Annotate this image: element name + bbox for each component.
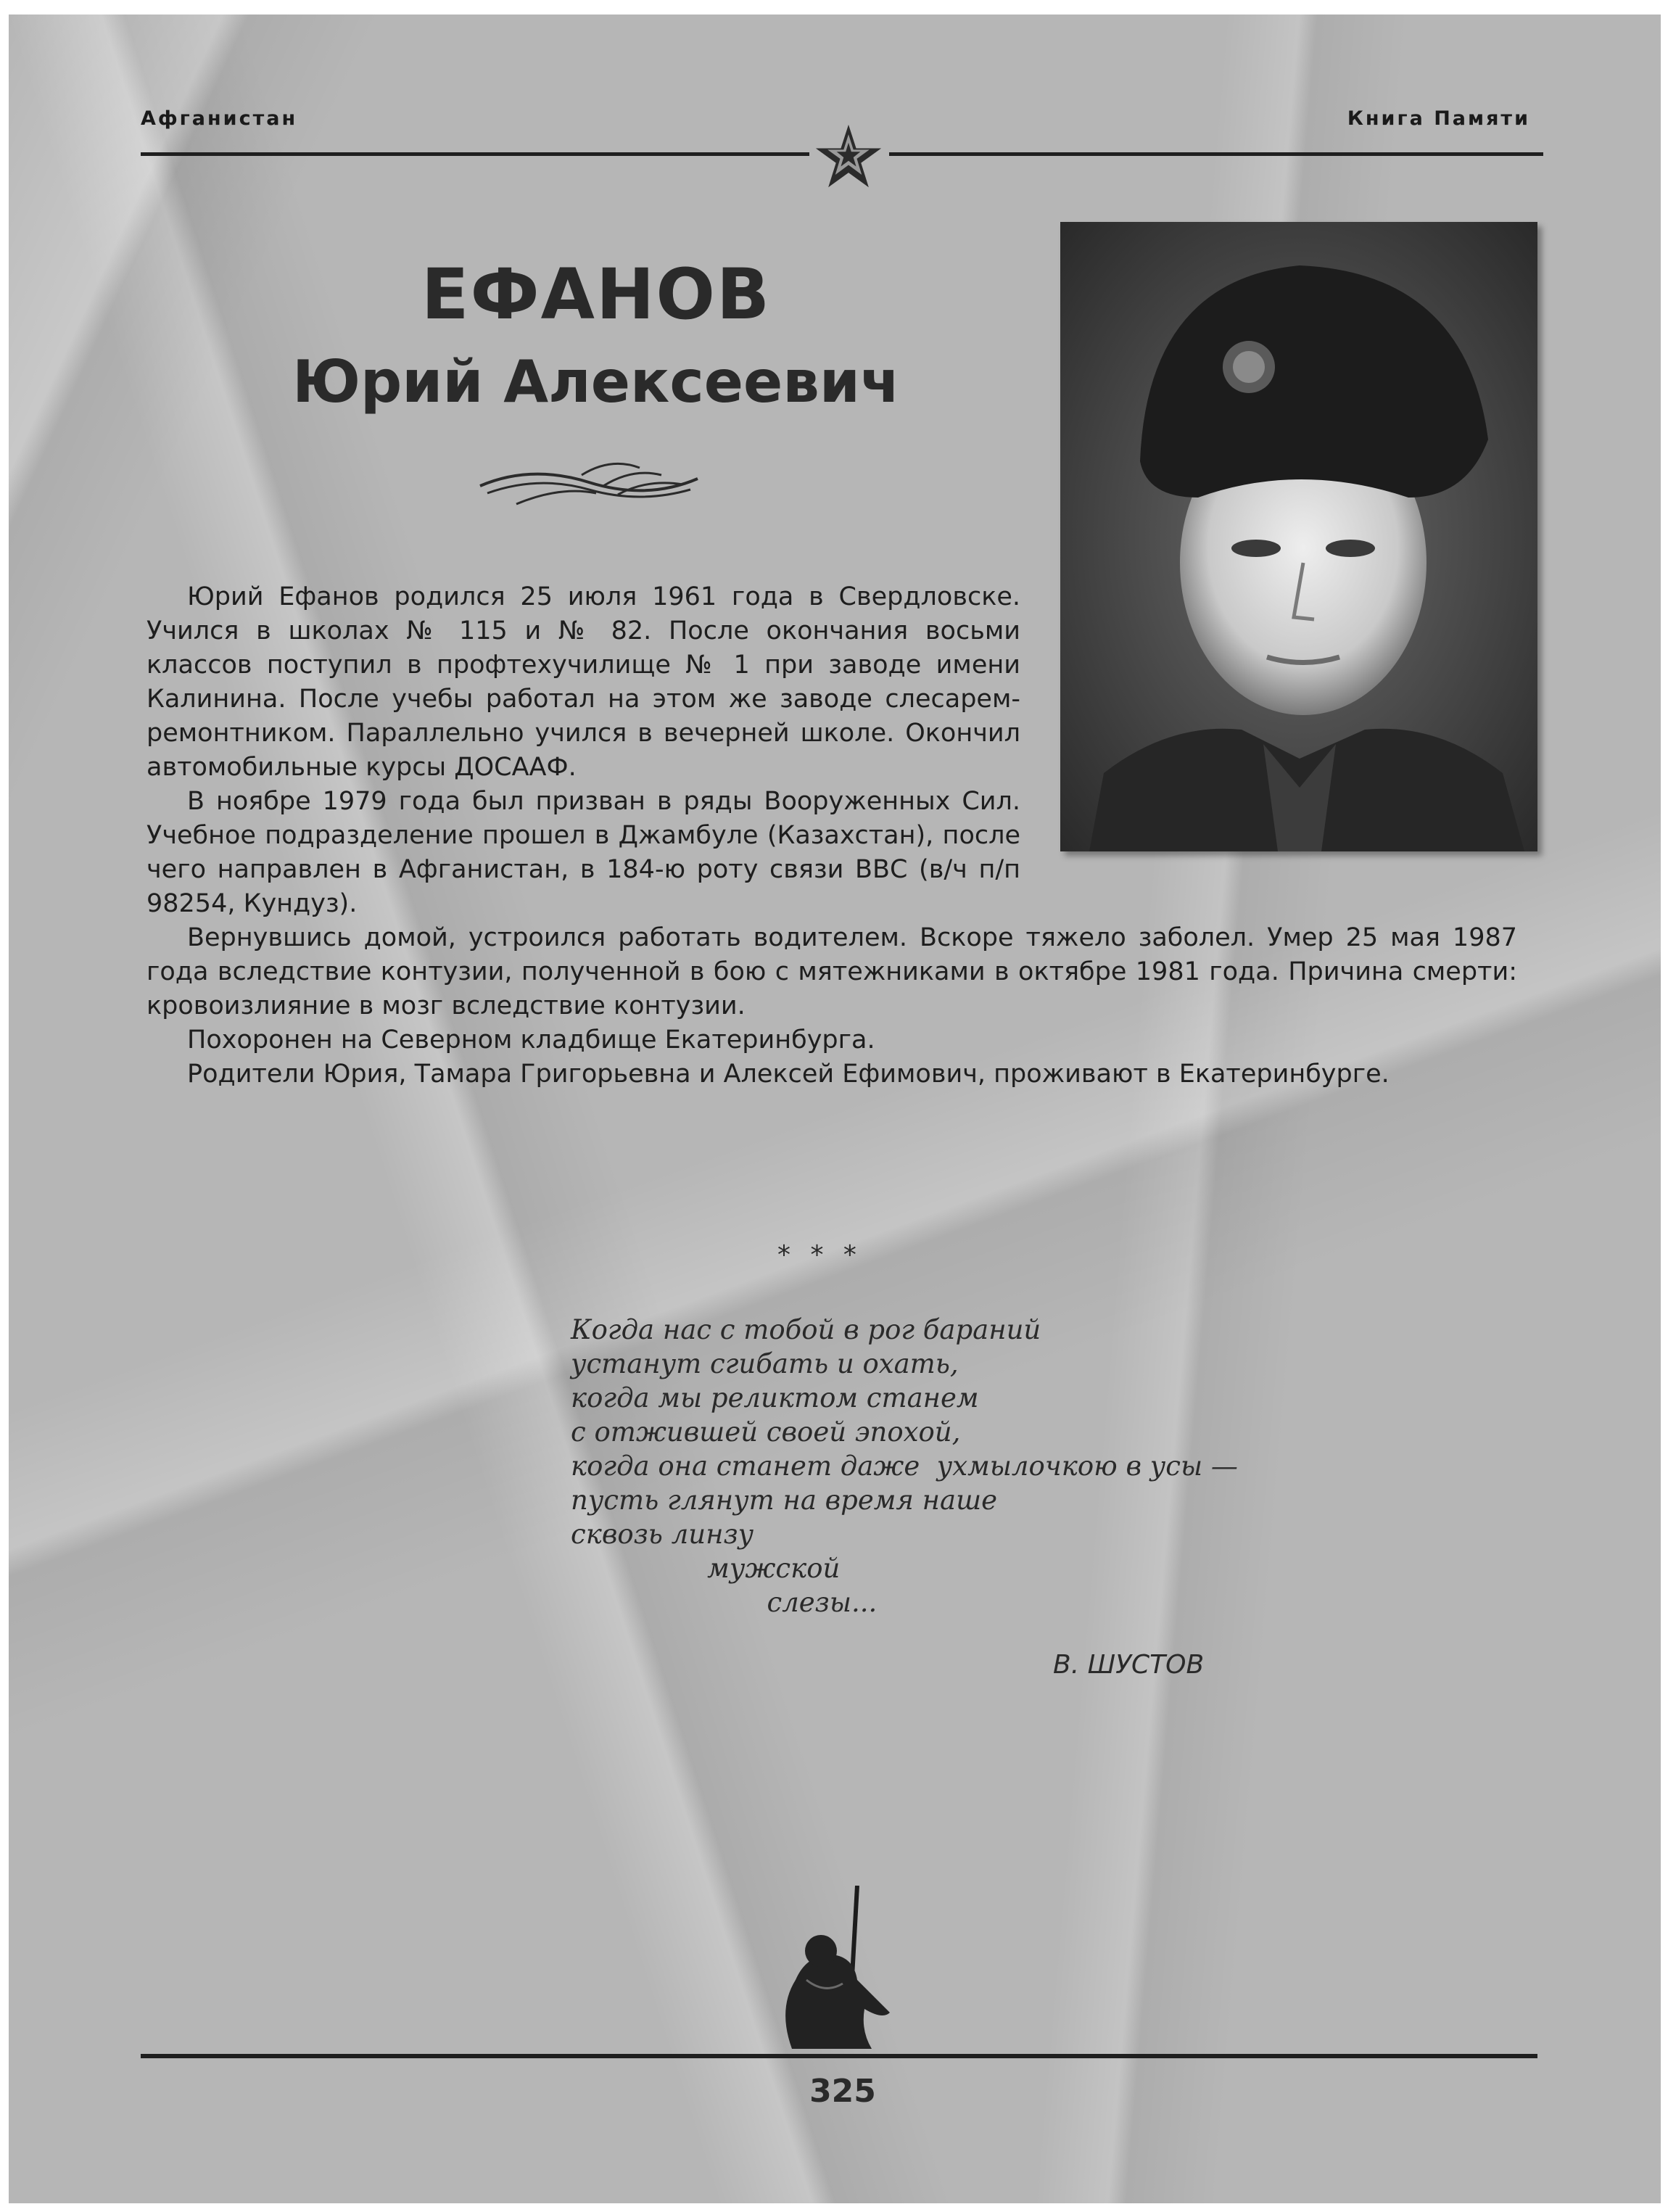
person-given-names: Юрий Алексеевич xyxy=(292,348,900,416)
poem-line: Когда нас с тобой в рог бараний xyxy=(571,1314,1041,1345)
person-surname: ЕФАНОВ xyxy=(421,254,772,335)
poem-line: мужской xyxy=(571,1553,841,1584)
poem-separator: * * * xyxy=(777,1240,862,1270)
header-rule-right xyxy=(889,152,1543,156)
poem-line: сквозь линзу xyxy=(571,1519,754,1550)
biography-text xyxy=(146,580,1517,1091)
poem-line: с отжившей своей эпохой, xyxy=(571,1416,961,1448)
running-header-left: Афганистан xyxy=(141,107,298,130)
bio-paragraph: В ноябре 1979 года был призван в ряды Вооруженных Сил. Учебное подразделение прошел в Джамбуле (Казахстан), после чего направлен в Афганистан, в 184-ю роту связи ВВС (в/ч п/п 98254, Кундуз). xyxy=(146,787,1020,918)
flourish-ornament-icon xyxy=(473,450,705,515)
bio-paragraph: Родители Юрия, Тамара Григорьевна и Алексей Ефимович, проживают в Екатеринбурге. xyxy=(187,1060,1390,1089)
book-page xyxy=(9,15,1661,2203)
poem-line: устанут сгибать и охать, xyxy=(571,1348,959,1379)
bio-paragraph: Юрий Ефанов родился 25 июля 1961 года в Свердловске. Учился в школах № 115 и № 82. После окончания восьми классов поступил в профтехучилище № 1 при заводе имени Калинина. После учебы работал на этом же заводе слесарем-ремонтником. Параллельно учился в вечерней школе. Окончил автомобильные курсы ДОСААФ. xyxy=(146,582,1020,782)
bio-paragraph: Вернувшись домой, устроился работать водителем. Вскоре тяжело заболел. Умер 25 мая 1987 года вследствие контузии, полученной в бою с мятежниками в октябре 1981 года. Причина смерти: кровоизлияние в мозг вследствие контузии. xyxy=(146,923,1517,1020)
running-header-right: Книга Памяти xyxy=(1347,107,1530,130)
header-rule-left xyxy=(141,152,809,156)
poem-line: когда она станет даже ухмылочкою в усы — xyxy=(571,1450,1238,1482)
page-number: 325 xyxy=(809,2073,876,2110)
mourning-soldier-icon xyxy=(763,1886,908,2052)
poem-line: когда мы реликтом станем xyxy=(571,1382,979,1414)
poem xyxy=(571,1313,1296,1619)
poem-author: В. ШУСТОВ xyxy=(1053,1650,1205,1680)
bio-paragraph: Похоронен на Северном кладбище Екатеринбурга. xyxy=(187,1025,875,1055)
star-icon xyxy=(814,122,883,191)
poem-line: пусть глянут на время наше xyxy=(571,1485,998,1516)
footer-rule xyxy=(141,2054,1537,2058)
poem-line: слезы... xyxy=(571,1587,878,1618)
